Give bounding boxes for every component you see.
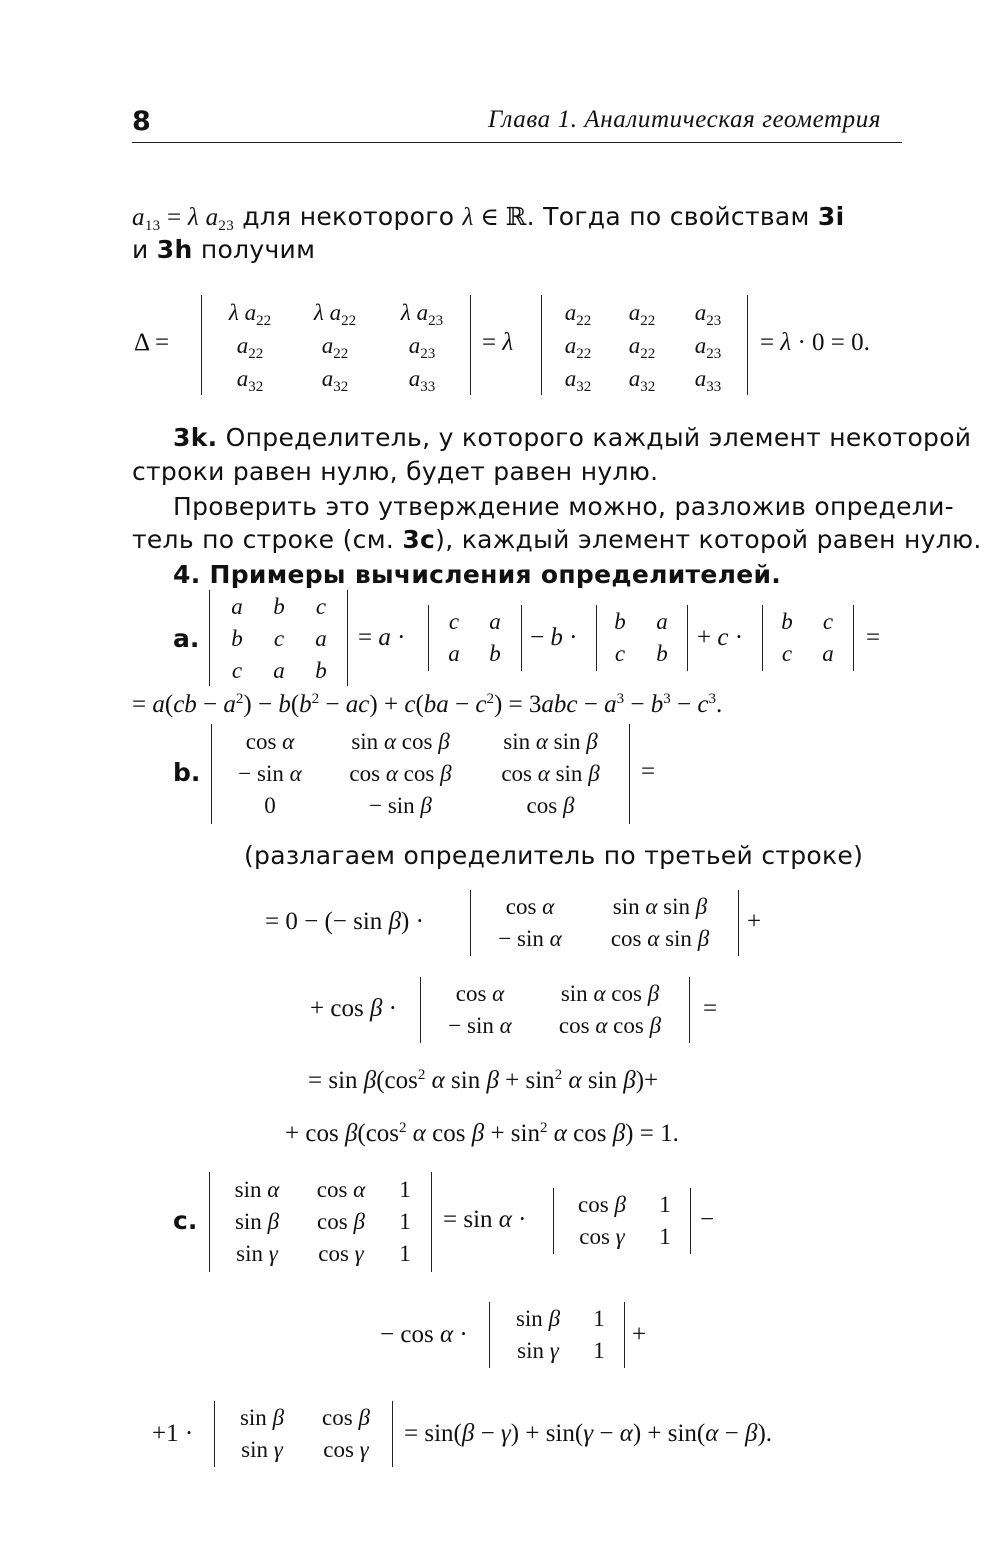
proof-line-2: тель по строке (см. 3c), каждый элемент которой равен нулю. — [132, 525, 982, 554]
intro-line-1: $a_{13} = \lambda$ $a_{23}$ для некоторого λ ∈ ℝ. Тогда по свойствам 3i — [132, 202, 845, 234]
example-c-label: c. — [173, 1206, 198, 1235]
example-b-label: b. — [173, 758, 201, 787]
intro-line-2: и 3h получим — [132, 235, 316, 264]
example-b-note: (разлагаем определитель по третьей строке) — [244, 841, 864, 870]
property-3k-line-1: 3k. Определитель, у которого каждый элемент некоторой — [173, 423, 972, 452]
running-title: Глава 1. Аналитическая геометрия — [488, 106, 882, 133]
section-4-heading: 4. Примеры вычисления определителей. — [173, 560, 782, 589]
example-a-label: a. — [173, 624, 200, 653]
header-rule — [132, 142, 902, 143]
property-3k-line-2: строки равен нулю, будет равен нулю. — [132, 457, 659, 486]
document-page: 8 Глава 1. Аналитическая геометрия $a_{13} = \lambda$ $a_{23}$ для некоторого λ ∈ ℝ. Тогда по свойствам 3i и 3h получим Δ = λ $a_{22}$ λ $a_{22}$ λ $a_{23}$ $a_{22}$ $a_{22}$ $a_{23}$ $a_{32}$ $a_{32}$ $a_{33}$ = λ $a_{22}$ $a_{22}$ $a_{23}$ $a_{22}$ $a_{22}$ $a_{23}$ $a_{32}$ $a_{32}$ $a_{33}$ = λ · 0 = 0. 3k. Определитель, у которого каждый элемент некоторой строки равен нулю, будет равен нулю. Проверить это утверждение можно, разложив определи- тель по строке (см. 3c), каждый элемент которой равен нулю. 4. Примеры вычисления определителей. a. a b c b c a c a b = a · c a a b − b · b a c b + c · b c c a = = $a(cb - a^2) - b(b^2 - ac) + c(ba - c^2) = 3abc - a^3 - b^3 - c^3$. b. cos α sin α cos β sin α sin β − sin α cos α cos β cos α sin β 0 − sin β cos β = (разлагаем определитель по третьей строке) = 0 − (− sin β) · cos α sin α sin β − sin α cos α sin β + + cos β · cos α sin α cos β − sin α cos α cos β = = $\sin \beta(\cos^2$ α $\sin \beta + \sin^2 \alpha$ sin β)+ + $\cos \beta(\cos^2$ α $\cos \beta + \sin^2 \alpha$ cos β) = 1. c. sin α cos α 1 sin β cos β 1 sin γ cos γ 1 = sin α · cos β 1 cos γ 1 − − cos α · sin β 1 sin γ 1 + +1 · sin β cos β sin γ cos γ = sin(β − γ) + sin(γ − α) + sin(α − β). — [0, 0, 1000, 1560]
proof-line-1: Проверить это утверждение можно, разложив определи- — [173, 492, 954, 521]
page-number: 8 — [132, 106, 151, 137]
